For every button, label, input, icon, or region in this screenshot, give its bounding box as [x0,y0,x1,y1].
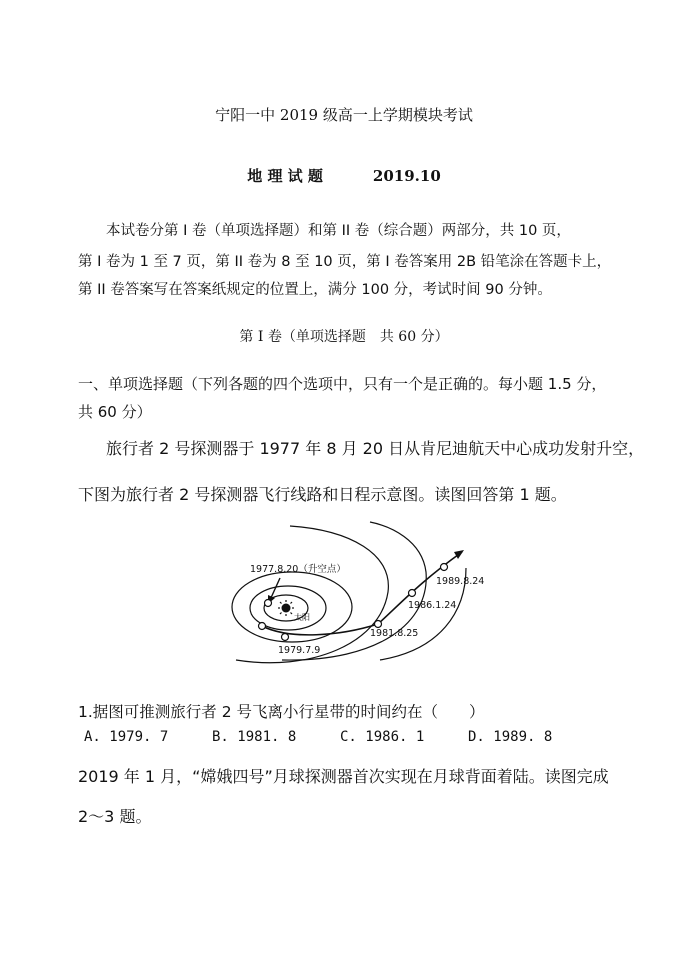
intro-line-3: 第 II 卷答案写在答案纸规定的位置上，满分 100 分，考试时间 90 分钟。 [78,282,552,298]
date-label-1981: 1981.8.25 [370,628,419,639]
option-a[interactable]: A. 1979. 7 [84,729,169,745]
launch-point-marker [265,600,272,607]
context-line-1: 旅行者 2 号探测器于 1977 年 8 月 20 日从肯尼迪航天中心成功发射升空， [106,439,645,458]
subject-title [0,165,688,186]
sun-icon [278,600,294,616]
marker-1986 [409,590,416,597]
marker-1979 [282,634,289,641]
date-label-1979: 1979.7.9 [278,645,321,656]
question-1-options [84,729,596,745]
voyager-trajectory-figure [230,522,485,662]
subject-name: 地 理 试 题 [247,167,323,185]
question-1-stem: 1.据图可推测旅行者 2 号飞离小行星带的时间约在（ ） [78,703,485,721]
exam-date: 2019.10 [372,167,441,185]
part-heading-line-1: 一、单项选择题（下列各题的四个选项中，只有一个是正确的。每小题 1.5 分， [78,375,607,393]
marker-1981 [375,621,382,628]
date-label-1989: 1989.8.24 [436,576,485,587]
part-heading-line-2: 共 60 分） [78,403,152,421]
marker-1989 [441,564,448,571]
option-b[interactable]: B. 1981. 8 [212,729,297,745]
intro-line-2: 第 I 卷为 1 至 7 页，第 II 卷为 8 至 10 页，第 I 卷答案用 2B 铅笔涂在答题卡上， [78,254,612,270]
sun-label: 太阳 [294,613,310,622]
option-c[interactable]: C. 1986. 1 [340,729,425,745]
orbit-5 [282,522,426,660]
context-line-2: 下图为旅行者 2 号探测器飞行线路和日程示意图。读图回答第 1 题。 [78,485,567,504]
next-context-line-2: 2～3 题。 [78,807,152,826]
planet-marker [259,623,266,630]
launch-label: 1977.8.20（升空点） [250,564,346,575]
school-exam-title: 宁阳一中 2019 级高一上学期模块考试 [215,106,473,124]
date-label-1986: 1986.1.24 [408,600,457,611]
section-title: 第 I 卷（单项选择题 共 60 分） [239,329,449,345]
option-d[interactable]: D. 1989. 8 [468,729,553,745]
intro-line-1: 本试卷分第 I 卷（单项选择题）和第 II 卷（综合题）两部分，共 10 页， [106,223,571,239]
next-context-line-1: 2019 年 1 月，“嫦娥四号”月球探测器首次实现在月球背面着陆。读图完成 [78,767,609,786]
